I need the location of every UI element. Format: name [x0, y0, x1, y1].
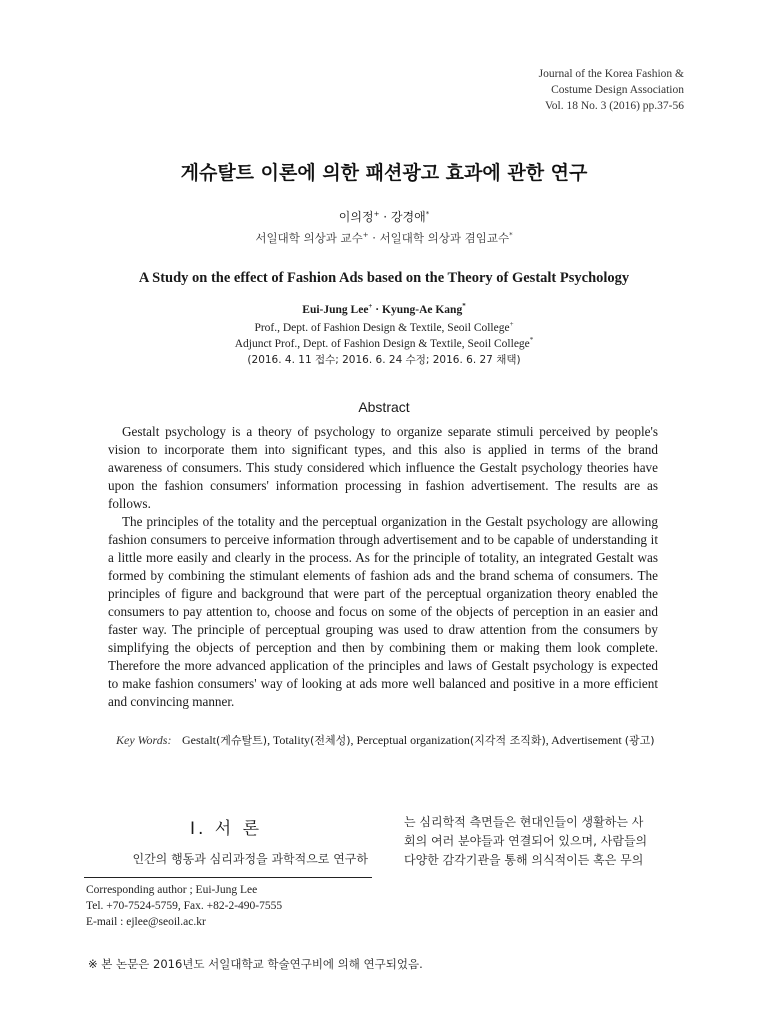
affiliation-2-mark: *	[509, 231, 513, 240]
affiliation-2-korean: 서일대학 의상과 겸임교수	[379, 231, 510, 245]
affiliation-1-mark: +	[362, 231, 369, 240]
acknowledgement-note: ※ 본 논문은 2016년도 서일대학교 학술연구비에 의해 연구되었음.	[88, 957, 423, 971]
author-1-en-mark: +	[368, 302, 373, 311]
author-1-english: Eui-Jung Lee	[302, 304, 369, 316]
affiliation-separator: ·	[368, 231, 380, 245]
abstract-paragraph-1: Gestalt psychology is a theory of psychology to organize separate stimuli perceived by people's vision to incorporate them into significant types, and this also is applied in terms of the brand awareness of consumers. This study considered which influence the Gestalt psychology theories have upon the fashion consumers' information processing in fashion advertisement. The results are as follows.	[108, 424, 658, 511]
affiliation-2-en-mark: *	[529, 336, 534, 345]
paper-title-korean: 게슈탈트 이론에 의한 패션광고 효과에 관한 연구	[180, 162, 588, 184]
body-line: 는 심리학적 측면들은 현대인들이 생활하는 사	[404, 815, 644, 829]
abstract-paragraph-2: The principles of the totality and the perceptual organization in the Gestalt psychology are allowing fashion consumers to perceive information through advertisement and to be capable of understanding it a little more easily and clearly in the process. As for the principle of totality, an integrated Gestalt was formed by combining the stimulant elements of fashion ads and the brand schema of consumers. The principles of figure and background that were part of the perceptual organization theory enabled the consumers to pay attention to, choose and focus on some of the objects of perception in an easier and faster way. The principle of perceptual grouping was used to draw attention from the consumers by simplifying the objects of perception and then by combining them or making them look complete. Therefore the more advanced application of the principles and laws of Gestalt psychology is expected to make fashion consumers' way of looking at ads more well balanced and positive in a more efficient and convincing manner.	[108, 514, 658, 709]
keyword-1-korean: (게슈탈트)	[216, 734, 268, 747]
corresponding-author-info	[86, 882, 282, 930]
contact-email: E-mail : ejlee@seoil.ac.kr	[86, 916, 206, 928]
affiliation-1-en-mark: +	[509, 320, 514, 329]
keyword-3: , Perceptual organization	[350, 733, 470, 747]
journal-info	[539, 66, 684, 114]
keyword-4-korean: (광고)	[624, 734, 655, 747]
authors-english	[0, 304, 768, 316]
author-1-korean: 이의정	[338, 210, 374, 224]
author-2-en-mark: *	[462, 302, 466, 311]
affiliation-korean	[0, 230, 768, 246]
keyword-2: , Totality	[267, 733, 311, 747]
authors-korean	[0, 208, 768, 225]
keyword-4: , Advertisement	[545, 733, 622, 747]
author-en-separator: ·	[372, 304, 383, 316]
keyword-3-korean: (지각적 조직화)	[469, 734, 546, 747]
journal-name-line2: Costume Design Association	[551, 84, 684, 96]
author-1-mark: +	[373, 210, 380, 218]
author-2-english: Kyung-Ae Kang	[382, 304, 463, 316]
journal-name-line1: Journal of the Korea Fashion &	[538, 68, 684, 80]
abstract-heading: Abstract	[358, 399, 410, 415]
author-2-mark: *	[425, 210, 430, 218]
affiliation-1-korean: 서일대학 의상과 교수	[255, 231, 363, 245]
keywords-label: Key Words:	[116, 733, 172, 747]
keyword-1: Gestalt	[182, 733, 216, 747]
affiliation-1-english: Prof., Dept. of Fashion Design & Textile, Seoil College	[254, 322, 510, 334]
footnote-divider	[84, 877, 372, 878]
keyword-2-korean: (전체성)	[310, 734, 351, 747]
contact-phone: Tel. +70-7524-5759, Fax. +82-2-490-7555	[86, 900, 283, 912]
submission-dates: (2016. 4. 11 접수; 2016. 6. 24 수정; 2016. 6. 27 채택)	[247, 354, 521, 366]
journal-volume: Vol. 18 No. 3 (2016) pp.37-56	[544, 100, 684, 112]
body-text-left-column: 인간의 행동과 심리과정을 과학적으로 연구하	[132, 852, 368, 866]
paper-title-english: A Study on the effect of Fashion Ads based on the Theory of Gestalt Psychology	[138, 270, 630, 286]
affiliation-english	[0, 320, 768, 368]
keywords-list	[182, 732, 664, 749]
keywords	[116, 732, 664, 749]
author-2-korean: 강경애	[390, 210, 426, 224]
abstract-body	[108, 423, 658, 711]
body-line: 회의 여러 분야들과 연결되어 있으며, 사람들의	[404, 834, 648, 848]
body-text-right-column	[404, 813, 694, 870]
author-separator: ·	[379, 210, 391, 224]
affiliation-2-english: Adjunct Prof., Dept. of Fashion Design & Textile, Seoil College	[234, 338, 530, 350]
section-heading: Ⅰ. 서 론	[189, 819, 263, 839]
corresponding-author: Corresponding author ; Eui-Jung Lee	[86, 884, 258, 896]
body-line: 다양한 감각기관을 통해 의식적이든 혹은 무의	[404, 853, 644, 867]
